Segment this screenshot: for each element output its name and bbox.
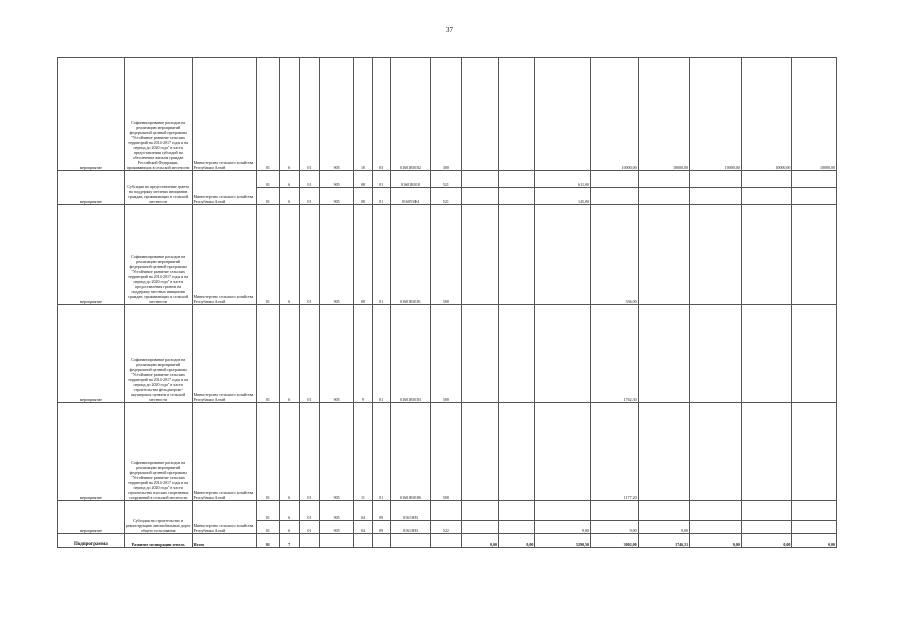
amount-cell [535,403,591,501]
amount-cell [638,501,690,521]
amount-cell: 611,00 [535,171,591,188]
code-cell: 6 [279,188,299,205]
code-cell: 01 [257,501,279,521]
amount-cell [792,188,837,205]
row-name: Субсидия на предоставление гранта на поддержку местных инициатив граждан, проживающих в сельской местности [124,171,192,205]
row-type: мероприятие [58,58,125,171]
total-type: Подпрограмма [58,534,125,548]
amount-cell [741,305,792,403]
amount-cell: 0,00 [498,534,534,548]
row-executor: Министерство сельского хозяйства Республики Алтай [192,305,257,403]
code-cell: 7 [279,534,299,548]
code-cell [319,534,353,548]
code-cell: 01 [299,171,319,188]
amount-cell: 10000,00 [638,58,690,171]
code-cell: 01 [372,188,390,205]
amount-cell [690,188,742,205]
code-cell [390,534,430,548]
code-cell: 01 [257,58,279,171]
amount-cell [792,205,837,305]
amount-cell [792,403,837,501]
code-cell: 01 [299,501,319,521]
code-cell: 9 [354,305,372,403]
row-name: Софинансирование расходов на реализацию мероприятий федеральной целевой программы "Устойчивое развитие сельских территорий на 2014-2017 годы и на период до 2020 года" в части строительства фельдшерско-акушерских пунктов в сельской местности [124,305,192,403]
amount-cell: 3002,00 [591,534,639,548]
code-cell [299,534,319,548]
amount-cell [461,58,498,171]
code-cell: 6 [279,501,299,521]
amount-cell: 0,00 [741,534,792,548]
amount-cell [638,171,690,188]
code-cell: 01601R0186 [390,403,430,501]
code-cell: 01 [299,58,319,171]
amount-cell [690,305,742,403]
code-cell: 01 [257,534,279,548]
row-name: Субсидия на строительство и реконструкцию автомобильных дорог общего пользования [124,501,192,534]
amount-cell [461,188,498,205]
amount-cell [741,188,792,205]
amount-cell: 1177,20 [591,403,639,501]
total-row [58,534,837,548]
amount-cell: 5290,50 [535,534,591,548]
amount-cell: 336,00 [591,205,639,305]
code-cell: 09 [372,501,390,521]
amount-cell [741,403,792,501]
row-type: мероприятие [58,501,125,534]
code-cell: 6 [279,171,299,188]
code-cell: 01 [257,205,279,305]
amount-cell [591,171,639,188]
code-cell: 01 [257,403,279,501]
amount-cell [498,188,534,205]
code-cell: 08 [354,205,372,305]
code-cell: 01 [299,305,319,403]
code-cell: 01 [372,205,390,305]
amount-cell [638,403,690,501]
amount-cell [792,171,837,188]
code-cell: 01 [257,171,279,188]
table-row [58,205,837,305]
code-cell [431,534,461,548]
code-cell: 905 [319,58,353,171]
amount-cell [741,501,792,521]
code-cell: 01 [299,188,319,205]
code-cell: 905 [319,403,353,501]
row-executor: Министерство сельского хозяйства Республики Алтай [192,205,257,305]
amount-cell [498,58,534,171]
code-cell: 905 [319,521,353,534]
code-cell: 01 [372,305,390,403]
amount-cell [741,205,792,305]
code-cell: 905 [319,171,353,188]
amount-cell: 9,00 [638,521,690,534]
code-cell: 01 [299,521,319,534]
amount-cell [461,521,498,534]
code-cell: 01601R0183 [390,305,430,403]
amount-cell [498,205,534,305]
amount-cell: 10000,00 [792,58,837,171]
amount-cell: 10000,00 [591,58,639,171]
code-cell: 500 [431,305,461,403]
code-cell: 905 [319,501,353,521]
amount-cell: 9,00 [535,521,591,534]
code-cell [372,534,390,548]
code-cell: 016053Ф4 [390,188,430,205]
amount-cell: 0,00 [461,534,498,548]
total-label: Итого [192,534,257,548]
amount-cell: 0,00 [792,534,837,548]
row-executor: Министерство сельского хозяйства Республики Алтай [192,58,257,171]
amount-cell [498,501,534,521]
code-cell: 10 [354,58,372,171]
amount-cell: 1746,51 [638,534,690,548]
amount-cell [690,171,742,188]
code-cell: 01 [372,171,390,188]
amount-cell [498,521,534,534]
amount-cell [690,403,742,501]
row-executor: Министерство сельского хозяйства Республики Алтай [192,501,257,534]
amount-cell [498,305,534,403]
code-cell: 01601R0182 [390,58,430,171]
amount-cell [638,305,690,403]
row-type: мероприятие [58,403,125,501]
code-cell: 01613Н3 [390,501,430,521]
row-name: Софинансирование расходов на реализацию мероприятий федеральной целевой программы "Устойчивое развитие сельских территорий на 2014-2017 годы и на период до 2020 года" в части строительства плоских спортивных сооружений в сельской местности [124,403,192,501]
amount-cell [690,205,742,305]
amount-cell [792,305,837,403]
amount-cell [535,305,591,403]
row-name: Софинансирование расходов на реализацию мероприятий федеральной целевой программы "Устойчивое развитие сельских территорий на 2014-2017 годы и на период до 2020 года" в части предоставления грантов на поддержку местных инициатив граждан, проживающих в сельской местности [124,205,192,305]
code-cell: 08 [354,171,372,188]
amount-cell [690,521,742,534]
code-cell: 01601R0181 [390,205,430,305]
code-cell: 905 [319,188,353,205]
code-cell: 905 [319,205,353,305]
code-cell: 01 [299,205,319,305]
code-cell: 6 [279,403,299,501]
amount-cell [638,205,690,305]
row-name: Софинансирование расходов на реализацию мероприятий федеральной целевой программы "Устойчивое развитие сельских территорий на 2014-2017 годы и на период до 2020 года" в части предоставления субсидий на обеспечение жильем граждан Российской Федерации, проживающих в сельской местности [124,58,192,171]
amount-cell [591,188,639,205]
table-row [58,403,837,501]
code-cell: 08 [354,188,372,205]
code-cell: 09 [372,521,390,534]
code-cell: 500 [431,205,461,305]
amount-cell [792,521,837,534]
amount-cell [461,171,498,188]
amount-cell [461,205,498,305]
code-cell: 500 [431,403,461,501]
amount-cell [498,403,534,501]
code-cell: 01 [299,403,319,501]
code-cell: 6 [279,205,299,305]
code-cell: 905 [319,305,353,403]
code-cell: 6 [279,305,299,403]
table-row [58,305,837,403]
amount-cell: 1762,30 [591,305,639,403]
code-cell: 521 [431,171,461,188]
table-row [58,58,837,171]
amount-cell [535,205,591,305]
amount-cell [461,305,498,403]
amount-cell [792,501,837,521]
code-cell: 04 [354,501,372,521]
amount-cell [690,501,742,521]
amount-cell [461,403,498,501]
table-row [58,501,837,521]
amount-cell [461,501,498,521]
amount-cell: 10000,00 [690,58,742,171]
code-cell: 01601R018 [390,171,430,188]
code-cell: 01 [257,188,279,205]
amount-cell [741,171,792,188]
code-cell: 6 [279,521,299,534]
code-cell: 01 [257,305,279,403]
budget-table [57,57,837,548]
row-executor: Министерство сельского хозяйства Республики Алтай [192,171,257,205]
code-cell: 01 [372,403,390,501]
code-cell: 04 [354,521,372,534]
amount-cell: 9,00 [591,521,639,534]
code-cell: 03 [372,58,390,171]
total-name: Развитие мелиорации земель [124,534,192,548]
amount-cell [535,501,591,521]
amount-cell: 145,00 [535,188,591,205]
code-cell [354,534,372,548]
code-cell: 01613Н3 [390,521,430,534]
table-row [58,171,837,188]
row-type: мероприятие [58,305,125,403]
amount-cell: 0,00 [690,534,742,548]
code-cell: 01 [257,521,279,534]
amount-cell [638,188,690,205]
page-number: 37 [446,26,453,34]
amount-cell [535,58,591,171]
amount-cell [498,171,534,188]
amount-cell [741,521,792,534]
row-type: мероприятие [58,205,125,305]
code-cell: 6 [279,58,299,171]
amount-cell [591,501,639,521]
amount-cell: 10000,00 [741,58,792,171]
code-cell: 521 [431,188,461,205]
code-cell [431,501,461,521]
row-executor: Министерство сельского хозяйства Республики Алтай [192,403,257,501]
code-cell: 300 [431,58,461,171]
code-cell: 11 [354,403,372,501]
code-cell: 522 [431,521,461,534]
row-type: мероприятие [58,171,125,205]
